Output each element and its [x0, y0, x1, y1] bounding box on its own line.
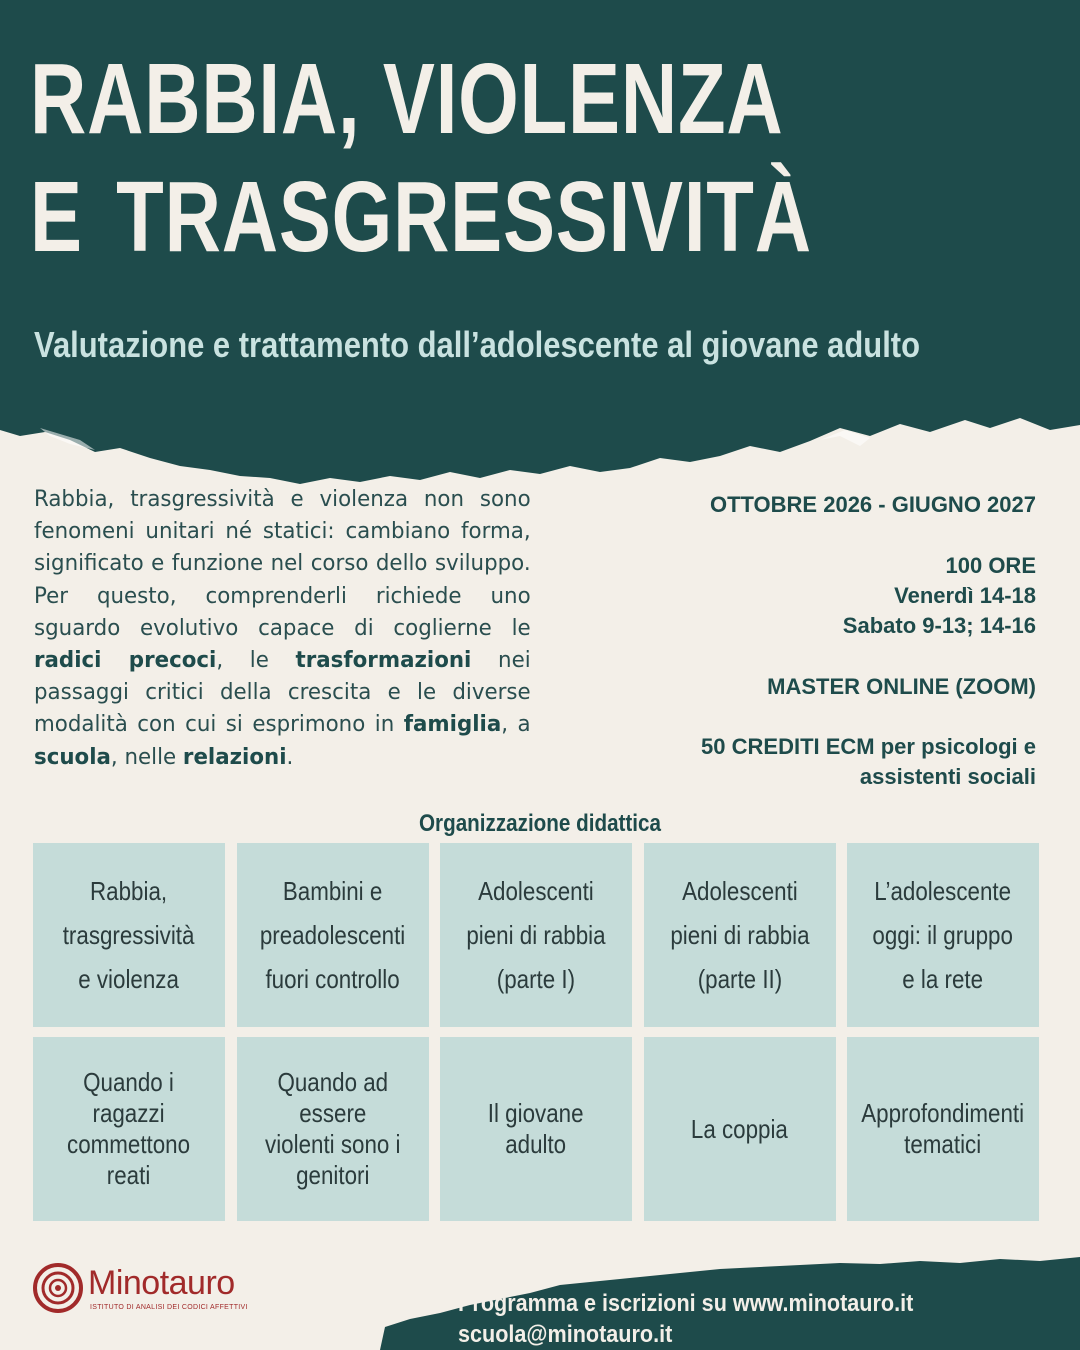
schedule-friday: Venerdì 14-18: [894, 583, 1036, 608]
module-cell: [847, 1037, 1039, 1221]
logo-tagline: ISTITUTO DI ANALISI DEI CODICI AFFETTIVI: [90, 1304, 248, 1311]
module-label: La coppia: [691, 1113, 788, 1144]
module-label: Approfondimenti tematici: [861, 1098, 1025, 1159]
subtitle: Valutazione e trattamento dall’adolescente al giovane adulto: [34, 324, 921, 365]
dates-block: [616, 490, 1036, 520]
module-cell: [237, 1037, 429, 1221]
contact-info: [458, 1288, 1058, 1350]
credits-line-2: assistenti sociali: [859, 764, 1036, 789]
module-cell: [644, 843, 836, 1027]
intro-text-4: , a: [501, 712, 531, 738]
intro-bold-scuola: scuola: [34, 744, 111, 770]
module-label: Il giovane adulto: [488, 1098, 584, 1159]
module-cell: [440, 1037, 632, 1221]
schedule-block: [616, 551, 1036, 641]
module-cell: [644, 1037, 836, 1221]
title-line-2: E TRASGRESSIVITÀ: [30, 161, 812, 273]
module-cell: [33, 843, 225, 1027]
intro-text-3: nei passaggi critici della crescita e le diverse modalità con cui si esprimono in: [34, 648, 531, 738]
title-line-1: RABBIA, VIOLENZA: [30, 43, 784, 155]
logo-name: Minotauro: [88, 1264, 235, 1302]
intro-text-5: , nelle: [110, 744, 183, 770]
module-cell: [237, 843, 429, 1027]
module-label: Adolescenti pieni di rabbia (parte I): [466, 876, 606, 994]
intro-text-2: , le: [216, 648, 296, 674]
intro-bold-relazioni: relazioni: [182, 744, 287, 770]
credits-block: [616, 732, 1036, 792]
module-label: Rabbia, trasgressività e violenza: [63, 876, 195, 994]
intro-paragraph: [34, 484, 531, 774]
intro-bold-famiglia: famiglia: [403, 712, 502, 738]
minotauro-spiral-icon: [32, 1262, 84, 1314]
format-block: [616, 672, 1036, 702]
module-cell: [33, 1037, 225, 1221]
main-title: [30, 40, 810, 276]
schedule-saturday: Sabato 9-13; 14-16: [842, 613, 1036, 638]
course-hours: 100 ORE: [945, 553, 1036, 578]
contact-website-link[interactable]: Programma e iscrizioni su www.minotauro.it: [458, 1290, 914, 1317]
module-label: Adolescenti pieni di rabbia (parte II): [669, 876, 810, 994]
module-cell: [847, 843, 1039, 1027]
module-label: Quando i ragazzi commettono reati: [67, 1067, 191, 1190]
organization-title: Organizzazione didattica: [418, 810, 661, 837]
module-label: L’adolescente oggi: il gruppo e la rete: [872, 876, 1014, 994]
course-info: [616, 490, 1036, 823]
minotauro-logo[interactable]: [32, 1262, 272, 1322]
intro-bold-radici: radici precoci: [34, 648, 217, 674]
course-format: MASTER ONLINE (ZOOM): [767, 674, 1036, 699]
module-cell: [440, 843, 632, 1027]
module-label: Quando ad essere violenti sono i genitori: [264, 1067, 401, 1190]
intro-text-6: .: [286, 744, 294, 770]
module-label: Bambini e preadolescenti fuori controllo: [259, 876, 406, 994]
course-dates: OTTOBRE 2026 - GIUGNO 2027: [709, 492, 1036, 517]
intro-bold-trasformazioni: trasformazioni: [295, 648, 472, 674]
credits-line-1: 50 CREDITI ECM per psicologi e: [701, 734, 1036, 759]
module-grid: [33, 843, 1039, 1221]
intro-text-1: Rabbia, trasgressività e violenza non sono fenomeni unitari né statici: cambiano forma, significato e funzione nel corso dello sviluppo. Per questo, comprenderli richiede uno sguardo evolutivo capace di coglierne le: [34, 487, 531, 641]
contact-email-link[interactable]: scuola@minotauro.it: [458, 1321, 673, 1348]
